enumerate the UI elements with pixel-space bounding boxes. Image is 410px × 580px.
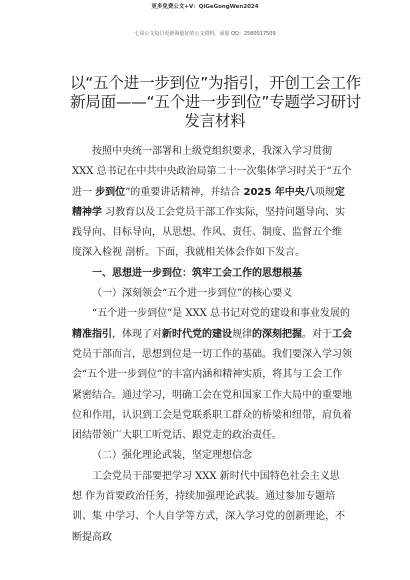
document-title: [70, 74, 360, 131]
paragraph-line: 度深入检视 剖析。下面，我就相关体会作如下发言。: [72, 247, 306, 259]
paragraph-line: 进一 步到位”的重要讲话精神，并结合 2025 年中央八项规定: [72, 186, 345, 198]
paragraph-line: 精神学 习教育以及工会党员干部工作实际，坚持问题导向、实: [72, 206, 346, 218]
paragraph-line: 会“五个进一步到位”的丰富内涵和精神实质，将其与工会工作: [72, 369, 343, 381]
document-body: [72, 142, 360, 548]
paragraph-line: “五个进一步到位”是 XXX 总书记对党的建设和事业发展的: [92, 308, 350, 320]
title-line-3: 发言材料: [184, 112, 246, 130]
subsection-heading: （二）强化理论武装，坚定理想信念: [92, 450, 252, 462]
paragraph-line: 位和作用，认识到工会是党联系职工群众的桥梁和纽带，肩负着: [72, 409, 352, 421]
title-line-2: 新局面——“五个进一步到位”专题学习研讨: [70, 93, 362, 111]
paragraph-line: 工会党员干部要把学习 XXX 新时代中国特色社会主义思: [92, 470, 340, 482]
paragraph-line: 团结带领广大职工听党话、跟党走的政治责任。: [72, 430, 282, 442]
paragraph-line: 训、集 中学习、个人自学等方式，深入学习党的创新理论，不: [72, 511, 346, 523]
title-line-1: 以“五个进一步到位”为指引，开创工会工作: [70, 74, 362, 92]
paragraph-line: 党员干部而言，思想到位是一切工作的基础。我们要深入学习领: [72, 348, 352, 360]
section-heading: 一、思想进一步到位：筑牢工会工作的思想根基: [92, 267, 302, 279]
paragraph-line: 断提高政: [72, 531, 112, 543]
paragraph-line: 精准指引，体现了对新时代党的建设规律的深刻把握。对于工会: [72, 328, 352, 340]
paragraph-line: 践导向、目标导向，从思想、作风、责任、制度、监督五个维: [72, 227, 342, 239]
paragraph-line: 想 作为首要政治任务，持续加强理论武装。通过参加专题培: [72, 491, 336, 503]
paragraph-line: 按照中央统一部署和上级党组织要求，我深入学习贯彻: [92, 146, 332, 157]
subsection-heading: （一）深刻领会“五个进一步到位”的核心要义: [92, 288, 293, 300]
header-promo-text: 更多免费公文+V：QiGeGongWen2024: [151, 4, 259, 10]
paragraph-line: 紧密结合。通过学习，明确工会在党和国家工作大局中的重要地: [72, 389, 352, 401]
header-sub-text: 七哥公文每日更新海量好的公文资料，添加 QQ：2580017509: [134, 31, 276, 37]
paragraph-line: XXX 总书记在中共中央政治局第二十一次集体学习时关于“五个: [72, 166, 352, 178]
